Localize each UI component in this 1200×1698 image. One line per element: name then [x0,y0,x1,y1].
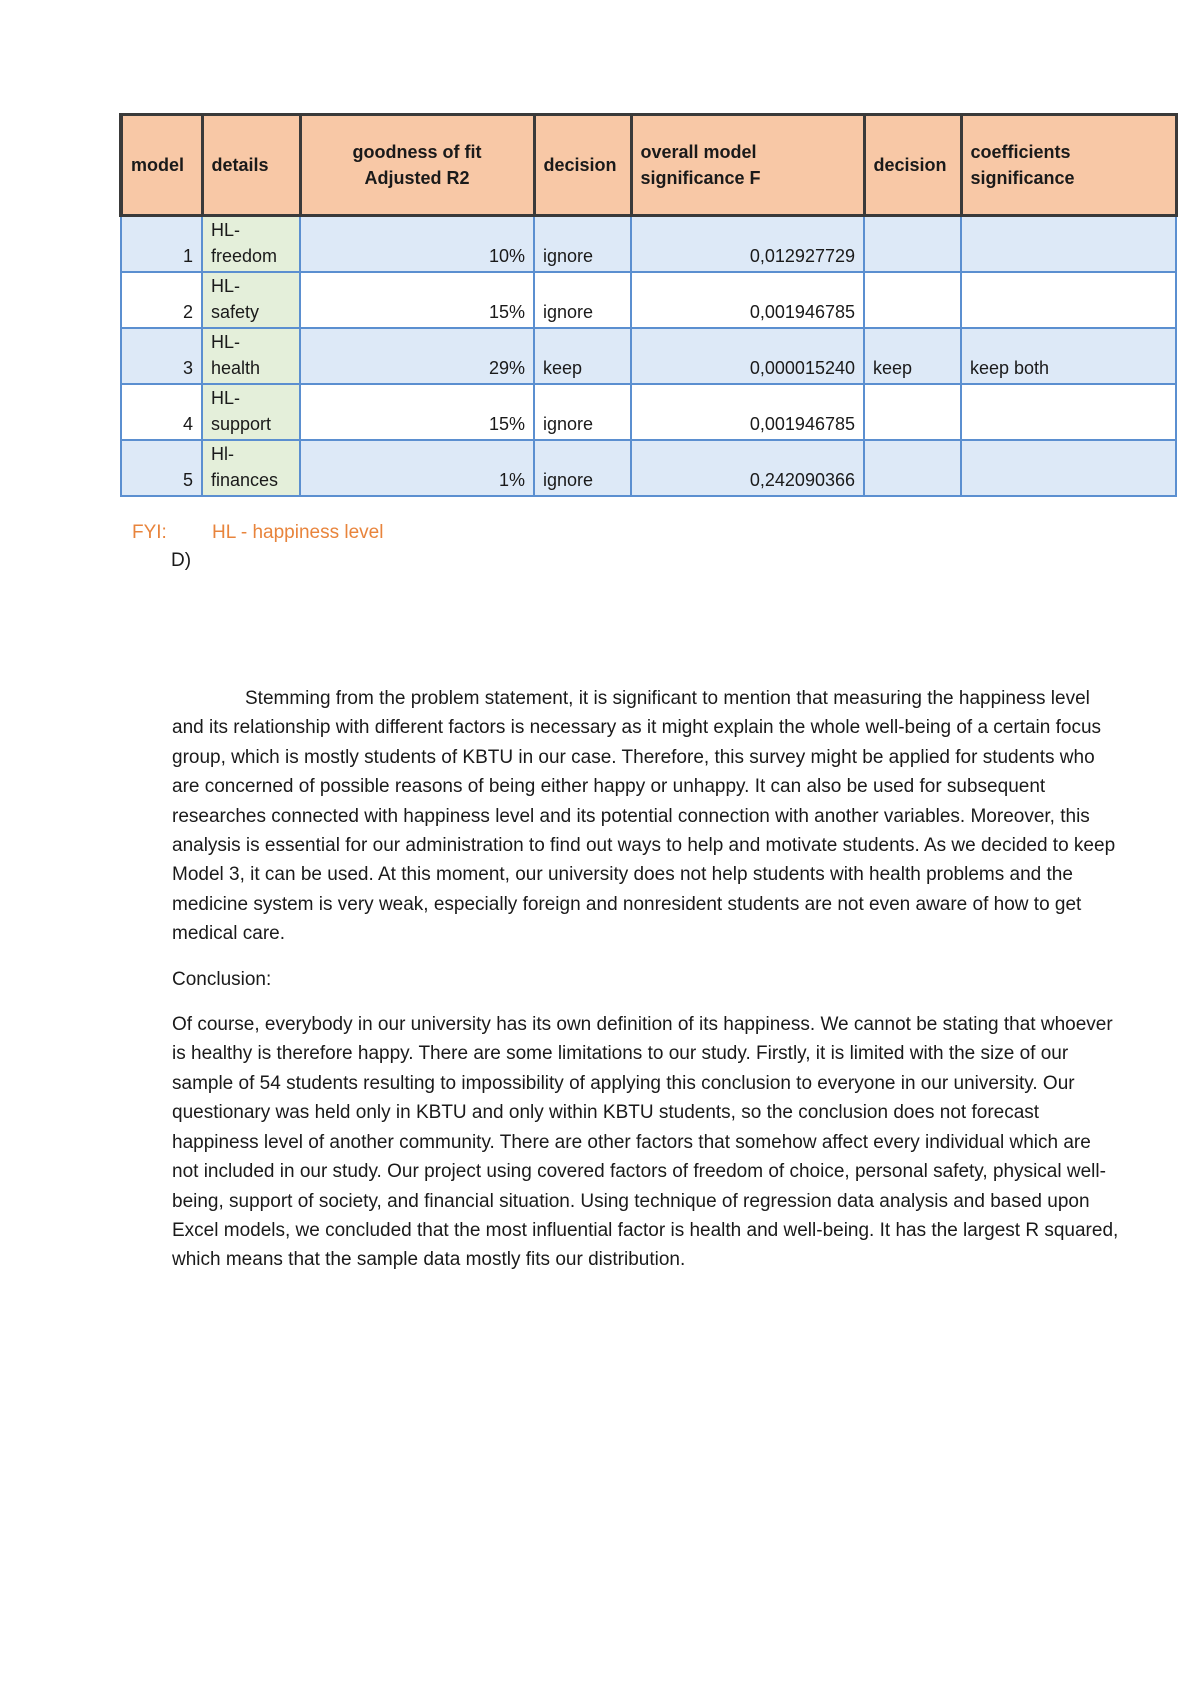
header-decision: decision [534,115,631,216]
section-label: D) [171,550,192,571]
cell-adjusted-r2: 15% [300,384,534,440]
header-goodness-of-fit: goodness of fit Adjusted R2 [300,115,534,216]
cell-significance-f: 0,001946785 [631,272,864,328]
cell-decision-2: keep [864,328,961,384]
cell-significance-f: 0,012927729 [631,216,864,273]
cell-decision-2 [864,216,961,273]
cell-coefficients: keep both [961,328,1176,384]
conclusion-paragraph: Of course, everybody in our university has its own definition of its happiness. We cannot be stating that whoever is healthy is therefore happy. There are some limitations to our study. Firstly, it is limited with the size of our sample of 54 students resulting to impossibility of applying this conclusion to everyone in our university. Our questionary was held only in KBTU and only within KBTU students, so the conclusion does not forecast happiness level of another community. There are other factors that somehow affect every individual which are not included in our study. Our project using covered factors of freedom of choice, personal safety, physical well-being, support of society, and financial situation. Using technique of regression data analysis and based upon Excel models, we concluded that the most influential factor is health and well-being. It has the largest R squared, which means that the sample data mostly fits our distribution. [172,1014,1119,1271]
cell-details: HL- freedom [202,216,300,273]
cell-details: Hl- finances [202,440,300,496]
cell-coefficients [961,272,1176,328]
cell-decision-2 [864,272,961,328]
cell-model: 3 [121,328,202,384]
cell-adjusted-r2: 15% [300,272,534,328]
model-results-table [119,113,1178,497]
cell-coefficients [961,216,1176,273]
header-decision-2: decision [864,115,961,216]
cell-significance-f: 0,001946785 [631,384,864,440]
cell-adjusted-r2: 10% [300,216,534,273]
intro-paragraph: Stemming from the problem statement, it is significant to mention that measuring the happiness level and its relationship with different factors is necessary as it might explain the whole well-being of a certain focus group, which is mostly students of KBTU in our case. Therefore, this survey might be applied for students who are concerned of possible reasons of being either happy or unhappy. It can also be used for subsequent researches connected with happiness level and its potential connection with another variables. Moreover, this analysis is essential for our administration to find out ways to help and motivate students. As we decided to keep Model 3, it can be used. At this moment, our university does not help students with health problems and the medicine system is very weak, especially foreign and nonresident students are not even aware of how to get medical care. [172,688,1116,945]
cell-decision-2 [864,384,961,440]
header-overall-significance: overall model significance F [631,115,864,216]
table-row [121,216,1176,273]
cell-coefficients [961,440,1176,496]
cell-model: 4 [121,384,202,440]
cell-significance-f: 0,000015240 [631,328,864,384]
fyi-definition: HL - happiness level [212,522,384,543]
cell-decision: ignore [534,216,631,273]
header-coefficients-significance: coefficients significance [961,115,1176,216]
cell-adjusted-r2: 1% [300,440,534,496]
cell-model: 1 [121,216,202,273]
cell-details: HL- support [202,384,300,440]
cell-coefficients [961,384,1176,440]
cell-details: HL- health [202,328,300,384]
cell-details: HL- safety [202,272,300,328]
cell-decision: ignore [534,384,631,440]
table-row [121,440,1176,496]
cell-decision: ignore [534,272,631,328]
results-table-container [119,113,1174,497]
fyi-note [132,522,384,544]
conclusion-heading: Conclusion: [172,968,272,990]
cell-model: 5 [121,440,202,496]
header-details: details [202,115,300,216]
table-header-row [121,115,1176,216]
cell-decision-2 [864,440,961,496]
body-text [172,684,1122,1291]
cell-decision: keep [534,328,631,384]
table-row [121,272,1176,328]
cell-model: 2 [121,272,202,328]
cell-adjusted-r2: 29% [300,328,534,384]
cell-decision: ignore [534,440,631,496]
header-model: model [121,115,202,216]
fyi-label: FYI: [132,522,167,543]
table-row [121,328,1176,384]
cell-significance-f: 0,242090366 [631,440,864,496]
table-row [121,384,1176,440]
